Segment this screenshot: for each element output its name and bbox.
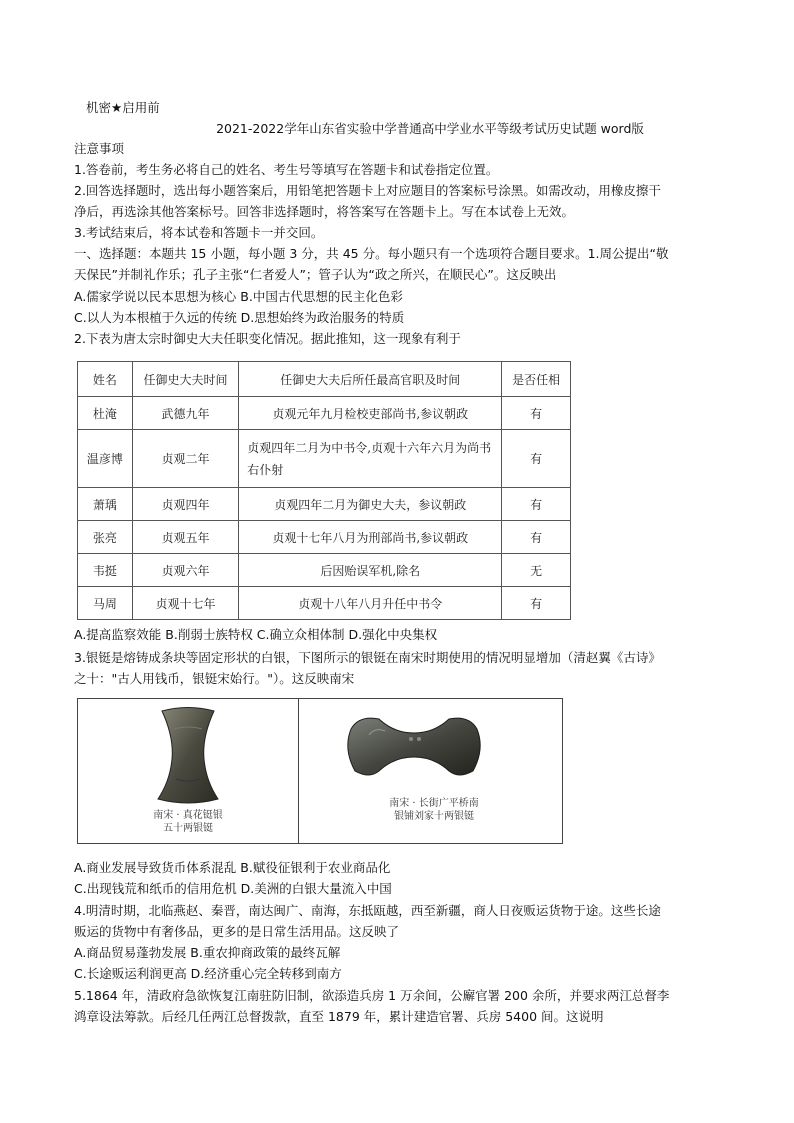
q4-stem-b: 贩运的货物中有奢侈品，更多的是日常生活用品。这反映了 <box>74 924 400 939</box>
table-cell: 后因贻误军机,除名 <box>239 554 502 587</box>
exam-title: 2021-2022学年山东省实验中学普通高中学业水平等级考试历史试题 word版 <box>216 121 644 136</box>
table-row <box>78 587 571 620</box>
table-cell: 无 <box>502 554 571 587</box>
silver-ingot-figure <box>77 698 563 844</box>
q5-stem-a: 5.1864 年，清政府急欲恢复江南驻防旧制，欲添造兵房 1 万余间，公廨官署 200 余所，并要求两江总督李 <box>74 988 670 1003</box>
table-row <box>78 521 571 554</box>
table-cell: 贞观六年 <box>132 554 238 587</box>
table-cell: 贞观十八年八月升任中书令 <box>239 587 502 620</box>
table-header: 任御史大夫后所任最高官职及时间 <box>239 362 502 397</box>
q2-stem: 2.下表为唐太宗时御史大夫任职变化情况。据此推知，这一现象有利于 <box>74 331 461 346</box>
table-cell: 杜淹 <box>78 397 133 430</box>
table-row <box>78 554 571 587</box>
table-cell: 马周 <box>78 587 133 620</box>
table-cell: 贞观十七年 <box>132 587 238 620</box>
notice-item-1: 1.答卷前，考生务必将自己的姓名、考生号等填写在答题卡和试卷指定位置。 <box>74 162 499 177</box>
table-cell: 韦挺 <box>78 554 133 587</box>
table-cell: 贞观二年 <box>132 430 238 488</box>
table-row <box>78 488 571 521</box>
table-cell: 贞观四年二月为御史大夫，参议朝政 <box>239 488 502 521</box>
q4-options-ab: A.商品贸易蓬勃发展 B.重农抑商政策的最终瓦解 <box>74 945 341 960</box>
table-cell: 武德九年 <box>132 397 238 430</box>
q3-options-ab: A.商业发展导致货币体系混乱 B.赋役征银利于农业商品化 <box>74 860 391 875</box>
figure-left-caption-2: 五十两银铤 <box>163 823 213 834</box>
notice-item-3: 3.考试结束后，将本试卷和答题卡一并交回。 <box>74 225 324 240</box>
table-row <box>78 430 571 488</box>
table-header: 是否任相 <box>502 362 571 397</box>
figure-left-caption-1: 南宋 · 真花铤银 <box>153 810 223 821</box>
q1-stem-a: 一、选择题：本题共 15 小题，每小题 3 分，共 45 分。每小题只有一个选项符合题目要求。1.周公提出“敬 <box>74 246 669 261</box>
table-cell: 温彦博 <box>78 430 133 488</box>
q2-options: A.提高监察效能 B.削弱士族特权 C.确立众相体制 D.强化中央集权 <box>74 627 438 642</box>
confidential-label: 机密★启用前 <box>86 100 160 115</box>
table-cell: 有 <box>502 430 571 488</box>
q1-options-ab: A.儒家学说以民本思想为核心 B.中国古代思想的民主化色彩 <box>74 289 403 304</box>
q1-options-cd: C.以人为本根植于久远的传统 D.思想始终为政治服务的特质 <box>74 310 405 325</box>
q3-stem-a: 3.银铤是熔铸成条块等固定形状的白银，下图所示的银铤在南宋时期使用的情况明显增加（清赵翼《古诗》 <box>74 650 661 665</box>
table-cell: 贞观五年 <box>132 521 238 554</box>
notice-item-2a: 2.回答选择题时，选出每小题答案后，用铅笔把答题卡上对应题目的答案标号涂黑。如需改动，用橡皮擦干 <box>74 183 661 198</box>
table-cell: 有 <box>502 488 571 521</box>
notice-heading: 注意事项 <box>74 141 125 156</box>
q3-stem-b: 之十："古人用钱币，银铤宋始行。"）。这反映南宋 <box>74 671 355 686</box>
figure-left-panel <box>78 699 299 843</box>
table-cell: 贞观四年二月为中书令,贞观十六年六月为尚书右仆射 <box>247 440 492 477</box>
q3-options-cd: C.出现钱荒和纸币的信用危机 D.美洲的白银大量流入中国 <box>74 881 392 896</box>
table-cell: 贞观十七年八月为刑部尚书,参议朝政 <box>239 521 502 554</box>
q1-stem-b: 天保民”并制礼作乐；孔子主张“仁者爱人”；管子认为“政之所兴，在顺民心”。这反映出 <box>74 267 557 282</box>
censor-table <box>77 361 571 620</box>
figure-right-panel <box>299 699 562 843</box>
q4-options-cd: C.长途贩运利润更高 D.经济重心完全转移到南方 <box>74 966 342 981</box>
table-cell: 有 <box>502 521 571 554</box>
table-cell: 有 <box>502 397 571 430</box>
table-cell: 张亮 <box>78 521 133 554</box>
table-header: 姓名 <box>78 362 133 397</box>
q5-stem-b: 鸿章设法筹款。后经几任两江总督拨款，直至 1879 年，累计建造官署、兵房 5400 间。这说明 <box>74 1009 604 1024</box>
table-row <box>78 397 571 430</box>
notice-item-2b: 净后，再选涂其他答案标号。回答非选择题时，将答案写在答题卡上。写在本试卷上无效。 <box>74 204 575 219</box>
table-header: 任御史大夫时间 <box>132 362 238 397</box>
table-cell: 贞观元年九月检校吏部尚书,参议朝政 <box>239 397 502 430</box>
table-cell: 萧瑀 <box>78 488 133 521</box>
figure-right-caption-2: 银铺刘家十两银铤 <box>394 811 474 822</box>
table-cell: 有 <box>502 587 571 620</box>
table-cell: 贞观四年 <box>132 488 238 521</box>
q4-stem-a: 4.明清时期，北临燕赵、秦晋，南达闽广、南海，东抵瓯越，西至新疆，商人日夜贩运货物于途。这些长途 <box>74 903 661 918</box>
table-header-row <box>78 362 571 397</box>
figure-right-caption-1: 南宋 · 长街广平桥南 <box>389 798 479 809</box>
